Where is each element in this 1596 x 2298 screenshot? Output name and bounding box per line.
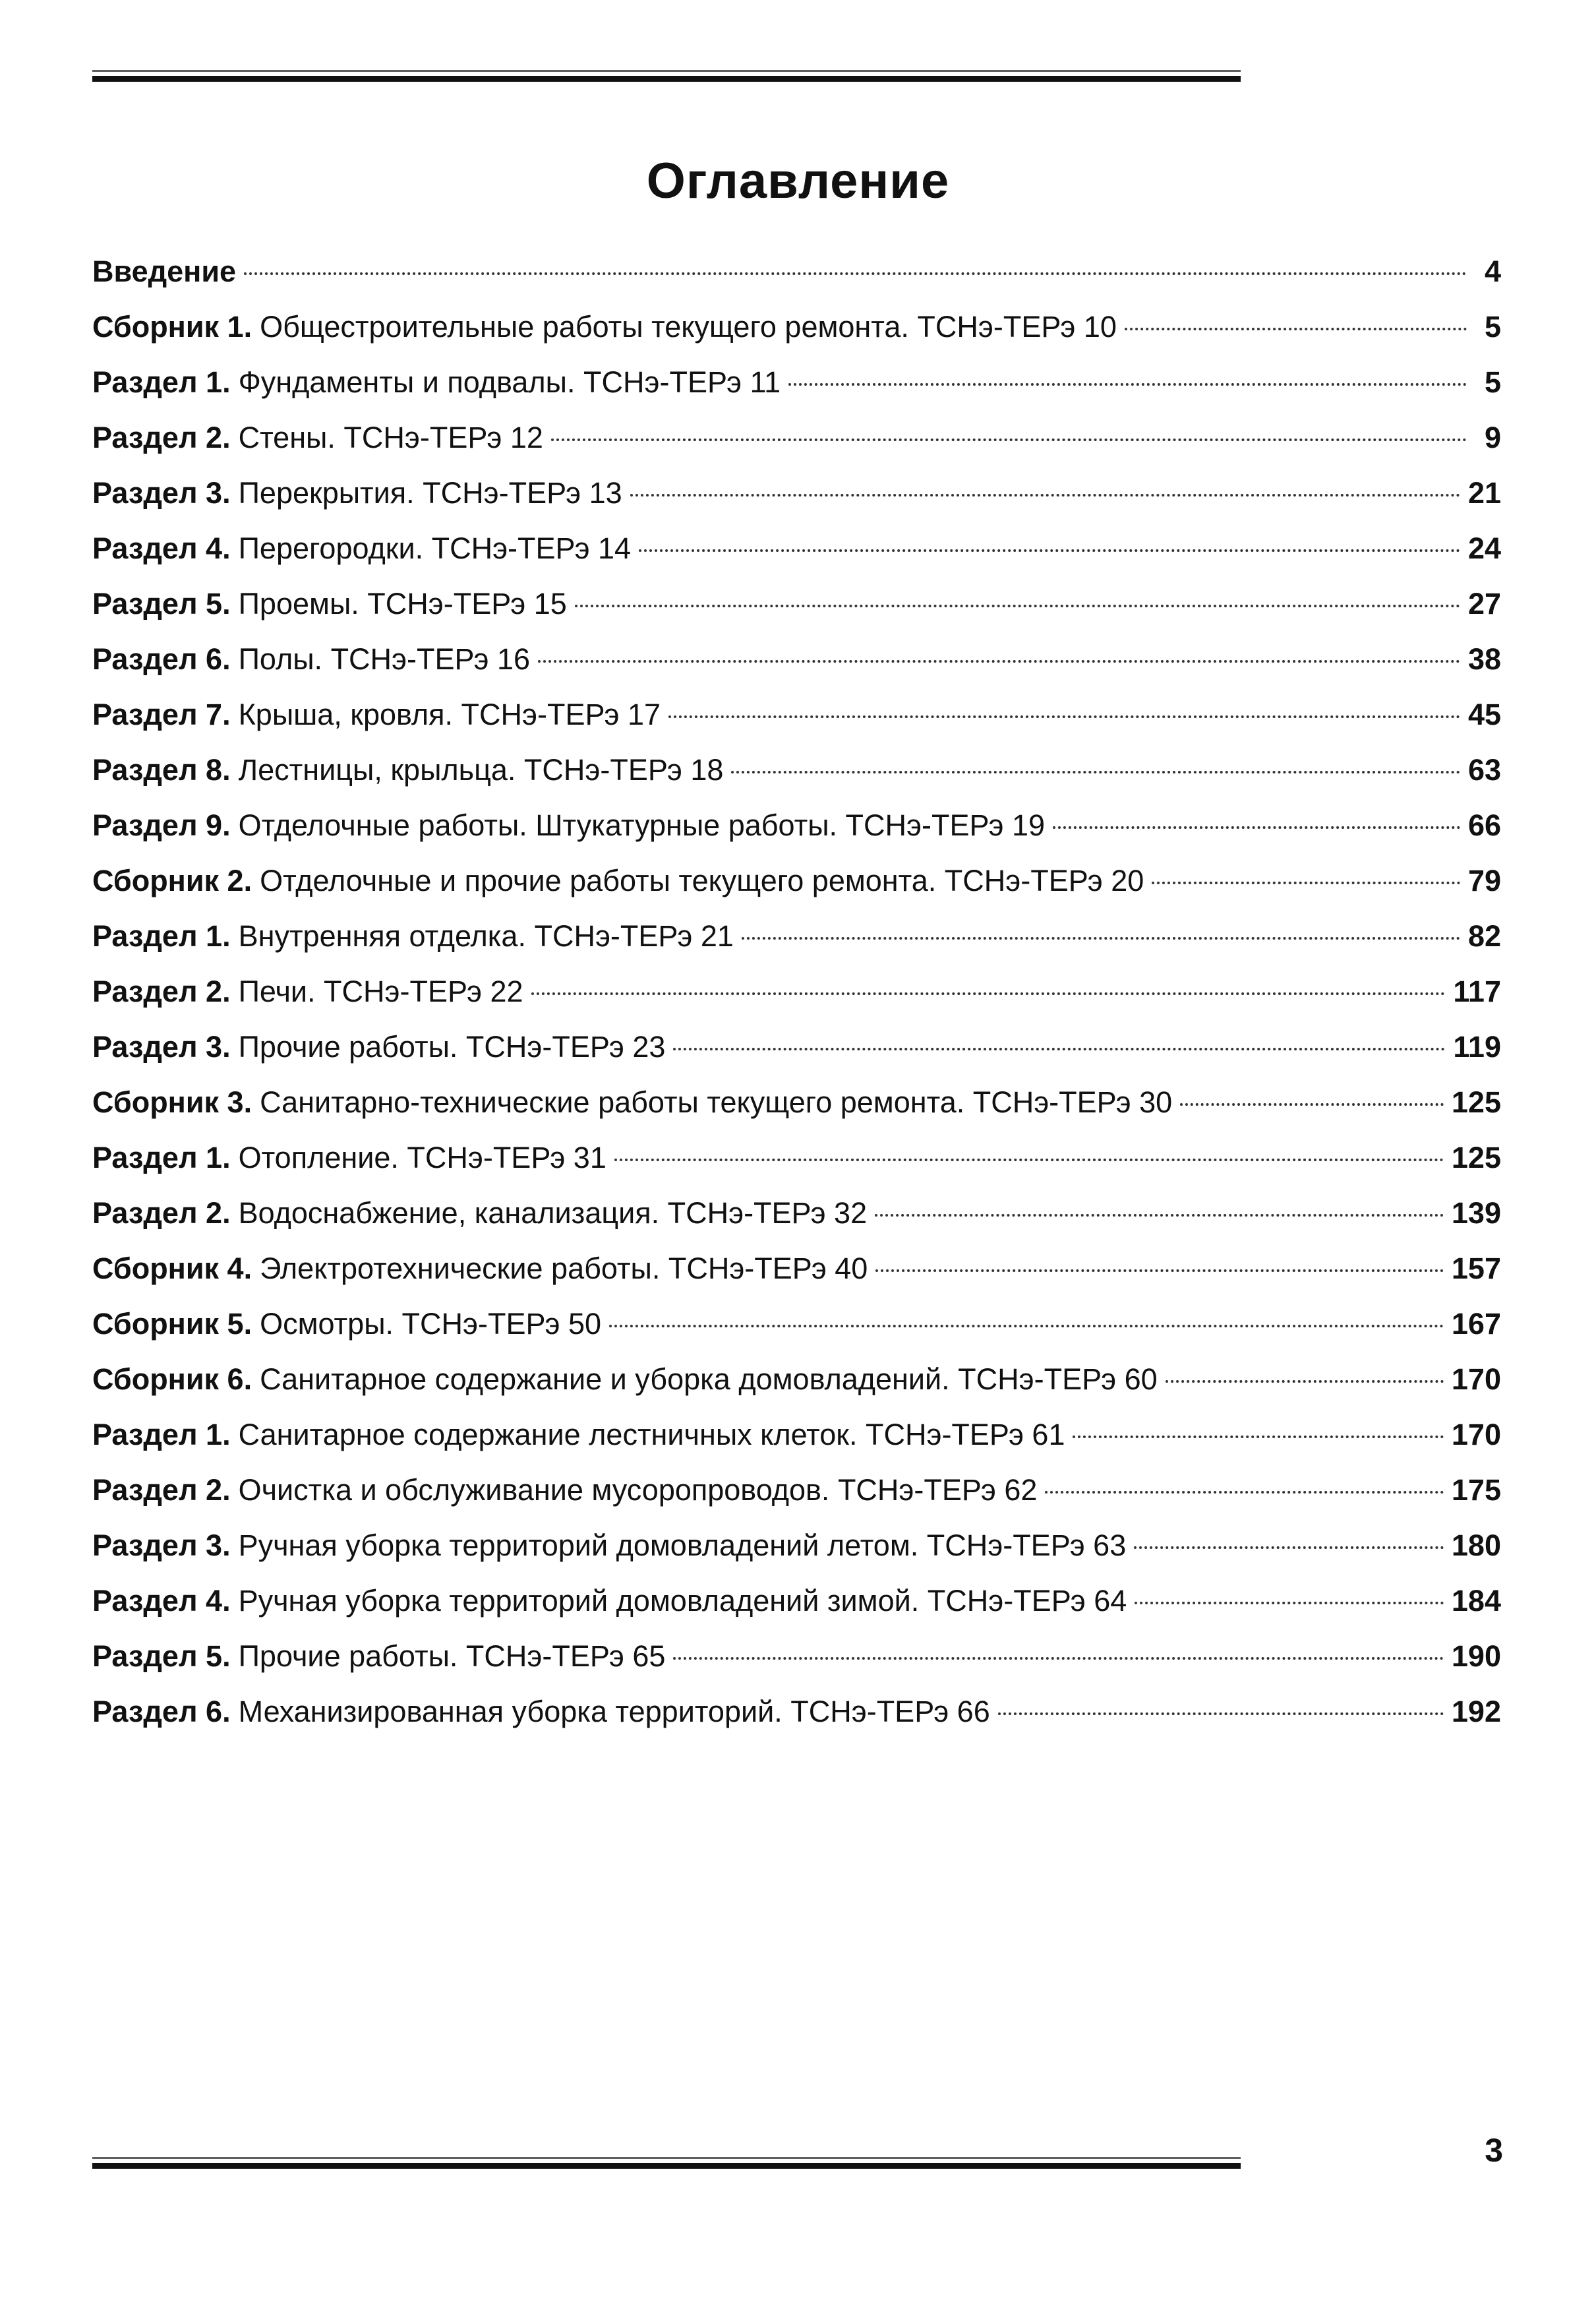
toc-entry-label: Раздел 2.	[92, 1473, 231, 1507]
toc-entry-title: Механизированная уборка территорий. ТСНэ-ТЕРэ 66	[238, 1695, 990, 1728]
toc-entry-label: Раздел 1.	[92, 1141, 231, 1174]
toc-entry-title: Осмотры. ТСНэ-ТЕРэ 50	[260, 1307, 602, 1341]
toc-entry[interactable]	[92, 1241, 1501, 1296]
toc-dot-leader	[1135, 1602, 1444, 1604]
toc-entry-title: Полы. ТСНэ-ТЕРэ 16	[238, 642, 531, 676]
toc-entry-page: 79	[1467, 864, 1501, 897]
table-of-contents	[92, 244, 1501, 1739]
toc-entry-label: Раздел 3.	[92, 476, 231, 510]
toc-entry-page: 192	[1451, 1695, 1501, 1728]
toc-dot-leader	[551, 438, 1467, 441]
toc-entry-title: Санитарное содержание и уборка домовладений. ТСНэ-ТЕРэ 60	[260, 1362, 1158, 1396]
footer-rule-thin	[92, 2157, 1241, 2159]
toc-entry-title: Прочие работы. ТСНэ-ТЕРэ 65	[238, 1639, 666, 1673]
toc-entry-label: Раздел 1.	[92, 919, 231, 953]
toc-entry-label: Раздел 6.	[92, 1695, 231, 1728]
toc-entry-title: Внутренняя отделка. ТСНэ-ТЕРэ 21	[238, 919, 734, 953]
toc-entry-title: Перекрытия. ТСНэ-ТЕРэ 13	[238, 476, 622, 510]
toc-entry-title: Проемы. ТСНэ-ТЕРэ 15	[238, 587, 567, 620]
toc-entry-page: 157	[1451, 1252, 1501, 1285]
toc-entry-page: 170	[1451, 1418, 1501, 1451]
toc-entry-page: 66	[1467, 808, 1501, 842]
toc-dot-leader	[575, 605, 1460, 607]
toc-dot-leader	[1180, 1103, 1444, 1106]
toc-entry[interactable]	[92, 1407, 1501, 1463]
toc-entry[interactable]	[92, 742, 1501, 798]
toc-entry-page: 180	[1451, 1528, 1501, 1562]
toc-entry-label: Сборник 6.	[92, 1362, 252, 1396]
toc-entry-title: Печи. ТСНэ-ТЕРэ 22	[238, 975, 523, 1008]
toc-entry[interactable]	[92, 1463, 1501, 1518]
toc-dot-leader	[1134, 1546, 1444, 1549]
toc-entry-title: Очистка и обслуживание мусоропроводов. ТСНэ-ТЕРэ 62	[238, 1473, 1038, 1507]
toc-entry-page: 45	[1467, 698, 1501, 731]
toc-dot-leader	[998, 1712, 1444, 1715]
toc-entry-title: Отделочные работы. Штукатурные работы. ТСНэ-ТЕРэ 19	[238, 808, 1046, 842]
toc-entry[interactable]	[92, 410, 1501, 466]
toc-entry-page: 184	[1451, 1584, 1501, 1618]
toc-dot-leader	[1045, 1491, 1443, 1494]
toc-dot-leader	[639, 549, 1460, 552]
toc-entry-label: Раздел 1.	[92, 365, 231, 399]
toc-entry-label: Раздел 9.	[92, 808, 231, 842]
toc-entry-label: Сборник 3.	[92, 1085, 252, 1119]
toc-entry-page: 125	[1451, 1141, 1501, 1174]
toc-entry[interactable]	[92, 1075, 1501, 1130]
toc-entry[interactable]	[92, 909, 1501, 964]
toc-entry[interactable]	[92, 1629, 1501, 1684]
toc-entry-title: Фундаменты и подвалы. ТСНэ-ТЕРэ 11	[238, 365, 781, 399]
toc-entry[interactable]	[92, 355, 1501, 410]
toc-entry-label: Раздел 3.	[92, 1528, 231, 1562]
toc-entry[interactable]	[92, 1518, 1501, 1573]
toc-entry-title: Ручная уборка территорий домовладений летом. ТСНэ-ТЕРэ 63	[238, 1528, 1127, 1562]
toc-entry-title: Прочие работы. ТСНэ-ТЕРэ 23	[238, 1030, 666, 1064]
header-rule-thin	[92, 70, 1241, 72]
toc-entry-label: Раздел 4.	[92, 1584, 231, 1618]
toc-entry[interactable]	[92, 964, 1501, 1019]
toc-entry-page: 175	[1451, 1473, 1501, 1507]
toc-entry-title: Общестроительные работы текущего ремонта. ТСНэ-ТЕРэ 10	[260, 310, 1117, 344]
toc-dot-leader	[673, 1657, 1444, 1660]
toc-entry-page: 21	[1467, 476, 1501, 510]
toc-entry[interactable]	[92, 466, 1501, 521]
toc-entry[interactable]	[92, 521, 1501, 576]
toc-entry-title: Лестницы, крыльца. ТСНэ-ТЕРэ 18	[238, 753, 724, 787]
toc-entry-label: Раздел 4.	[92, 531, 231, 565]
toc-entry-title: Крыша, кровля. ТСНэ-ТЕРэ 17	[238, 698, 661, 731]
toc-dot-leader	[875, 1214, 1444, 1217]
toc-entry-page: 5	[1484, 365, 1501, 399]
toc-entry-title: Отделочные и прочие работы текущего ремонта. ТСНэ-ТЕРэ 20	[260, 864, 1144, 897]
toc-entry-label: Сборник 4.	[92, 1252, 252, 1285]
toc-entry-page: 9	[1484, 421, 1501, 454]
toc-entry-label: Раздел 1.	[92, 1418, 231, 1451]
toc-entry-page: 119	[1453, 1030, 1501, 1064]
toc-entry-title: Санитарное содержание лестничных клеток. ТСНэ-ТЕРэ 61	[238, 1418, 1065, 1451]
footer-rule-thick	[92, 2163, 1241, 2169]
toc-entry-title: Санитарно-технические работы текущего ремонта. ТСНэ-ТЕРэ 30	[260, 1085, 1173, 1119]
toc-entry-title: Электротехнические работы. ТСНэ-ТЕРэ 40	[260, 1252, 868, 1285]
toc-entry-label: Раздел 6.	[92, 642, 231, 676]
toc-entry-page: 139	[1451, 1196, 1501, 1230]
toc-entry-label: Раздел 7.	[92, 698, 231, 731]
toc-entry[interactable]	[92, 632, 1501, 687]
toc-entry-page: 125	[1451, 1085, 1501, 1119]
toc-entry-page: 63	[1467, 753, 1501, 787]
toc-dot-leader	[531, 992, 1446, 995]
page-title: Оглавление	[646, 152, 950, 209]
toc-entry-page: 38	[1467, 642, 1501, 676]
toc-entry-page: 4	[1484, 255, 1501, 288]
toc-entry[interactable]	[92, 798, 1501, 853]
toc-entry-page: 24	[1467, 531, 1501, 565]
toc-entry-page: 190	[1451, 1639, 1501, 1673]
toc-entry-label: Раздел 2.	[92, 975, 231, 1008]
toc-entry[interactable]	[92, 244, 1501, 299]
toc-dot-leader	[875, 1269, 1444, 1272]
toc-dot-leader	[673, 1048, 1445, 1050]
toc-dot-leader	[609, 1325, 1444, 1327]
toc-entry[interactable]	[92, 576, 1501, 632]
toc-entry[interactable]	[92, 1130, 1501, 1186]
toc-entry-title: Отопление. ТСНэ-ТЕРэ 31	[238, 1141, 606, 1174]
toc-dot-leader	[1125, 328, 1467, 330]
toc-dot-leader	[1152, 882, 1460, 884]
footer-rule	[92, 2157, 1241, 2169]
toc-entry-label: Раздел 8.	[92, 753, 231, 787]
toc-entry-label: Раздел 5.	[92, 587, 231, 620]
toc-dot-leader	[630, 494, 1460, 497]
toc-entry-title: Перегородки. ТСНэ-ТЕРэ 14	[238, 531, 632, 565]
toc-entry-label: Сборник 1.	[92, 310, 252, 344]
toc-entry[interactable]	[92, 299, 1501, 355]
toc-dot-leader	[742, 937, 1460, 940]
toc-entry-page: 170	[1451, 1362, 1501, 1396]
toc-dot-leader	[731, 771, 1460, 773]
toc-entry-label: Сборник 2.	[92, 864, 252, 897]
toc-entry-page: 82	[1467, 919, 1501, 953]
toc-dot-leader	[538, 660, 1460, 663]
toc-entry[interactable]	[92, 1296, 1501, 1352]
toc-entry[interactable]	[92, 687, 1501, 742]
toc-entry-title: Стены. ТСНэ-ТЕРэ 12	[238, 421, 543, 454]
toc-entry[interactable]	[92, 1352, 1501, 1407]
toc-entry-page: 27	[1467, 587, 1501, 620]
toc-entry-label: Раздел 5.	[92, 1639, 231, 1673]
toc-entry-title: Водоснабжение, канализация. ТСНэ-ТЕРэ 32	[238, 1196, 868, 1230]
toc-dot-leader	[614, 1159, 1444, 1161]
toc-entry[interactable]	[92, 1684, 1501, 1739]
toc-entry-title: Ручная уборка территорий домовладений зимой. ТСНэ-ТЕРэ 64	[238, 1584, 1127, 1618]
toc-entry-page: 117	[1453, 975, 1501, 1008]
toc-dot-leader	[788, 383, 1467, 386]
toc-entry[interactable]	[92, 1019, 1501, 1075]
toc-entry-label: Сборник 5.	[92, 1307, 252, 1341]
toc-dot-leader	[1166, 1380, 1444, 1383]
toc-entry-label: Введение	[92, 255, 237, 288]
toc-dot-leader	[1053, 826, 1460, 829]
header-rule	[92, 70, 1241, 82]
toc-entry-page: 5	[1484, 310, 1501, 344]
toc-entry-label: Раздел 3.	[92, 1030, 231, 1064]
header-rule-thick	[92, 76, 1241, 82]
toc-dot-leader	[1073, 1436, 1443, 1438]
toc-dot-leader	[668, 715, 1460, 718]
toc-entry-label: Раздел 2.	[92, 421, 231, 454]
toc-entry-page: 167	[1451, 1307, 1501, 1341]
toc-entry[interactable]	[92, 1186, 1501, 1241]
page-number: 3	[1485, 2132, 1503, 2169]
toc-entry-label: Раздел 2.	[92, 1196, 231, 1230]
toc-entry[interactable]	[92, 853, 1501, 909]
toc-dot-leader	[244, 272, 1467, 275]
toc-entry[interactable]	[92, 1573, 1501, 1629]
